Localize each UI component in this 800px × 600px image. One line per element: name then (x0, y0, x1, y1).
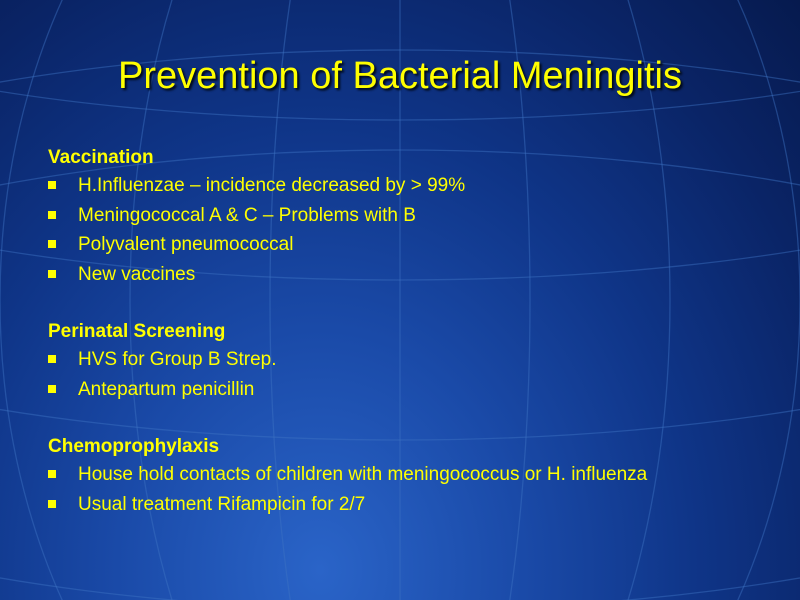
list-item-text: Antepartum penicillin (78, 378, 255, 400)
list-item (48, 260, 768, 290)
list-item (48, 201, 768, 231)
section-heading: Chemoprophylaxis (48, 436, 220, 457)
square-bullet-icon (48, 470, 56, 478)
section-heading: Vaccination (48, 147, 154, 168)
list-item-text: Meningococcal A & C – Problems with B (78, 204, 416, 226)
square-bullet-icon (48, 500, 56, 508)
list-item-text: HVS for Group B Strep. (78, 349, 277, 370)
square-bullet-icon (48, 211, 56, 219)
list-item-text: H.Influenzae – incidence decreased by > 99% (78, 175, 466, 196)
square-bullet-icon (48, 385, 56, 393)
section-chemoprophylaxis (48, 433, 768, 519)
square-bullet-icon (48, 270, 56, 278)
list-item-text: House hold contacts of children with meningococcus or H. influenza (78, 464, 648, 485)
bullet-list (48, 345, 768, 404)
section-vaccination (48, 144, 768, 289)
list-item (48, 460, 768, 490)
list-item (48, 171, 768, 201)
section-perinatal-screening (48, 318, 768, 404)
list-item-text: New vaccines (78, 263, 196, 285)
square-bullet-icon (48, 240, 56, 248)
list-item-text: Usual treatment Rifampicin for 2/7 (78, 493, 366, 515)
list-item (48, 490, 768, 520)
list-item (48, 345, 768, 375)
slide-title: Prevention of Bacterial Meningitis (118, 55, 682, 97)
list-item (48, 375, 768, 405)
slide-content (48, 144, 768, 548)
list-item-text: Polyvalent pneumococcal (78, 234, 294, 255)
bullet-list (48, 171, 768, 289)
square-bullet-icon (48, 181, 56, 189)
list-item (48, 230, 768, 260)
section-heading: Perinatal Screening (48, 321, 226, 342)
bullet-list (48, 460, 768, 519)
square-bullet-icon (48, 355, 56, 363)
